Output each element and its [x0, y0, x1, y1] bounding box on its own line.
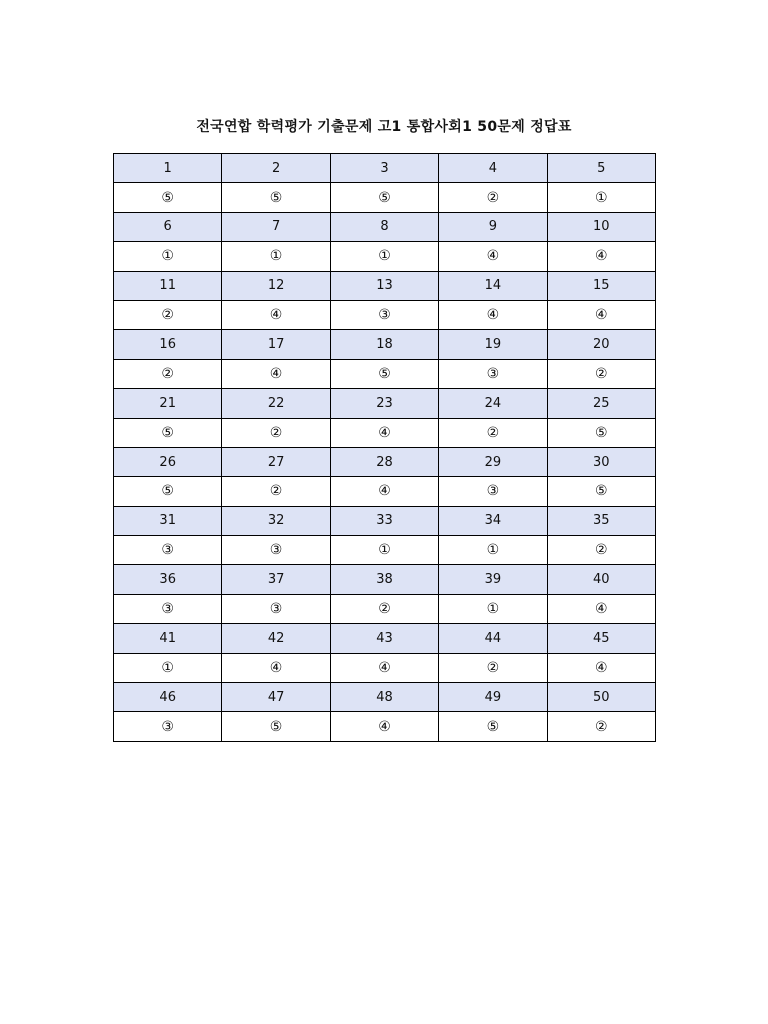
question-number-cell: 5	[547, 154, 655, 183]
answer-cell: ④	[222, 359, 330, 388]
question-number-cell: 13	[330, 271, 438, 300]
answer-cell: ③	[114, 594, 222, 623]
question-number-cell: 25	[547, 389, 655, 418]
answer-cell: ②	[547, 712, 655, 741]
answer-cell: ④	[222, 300, 330, 329]
answer-cell: ②	[439, 418, 547, 447]
question-number-cell: 42	[222, 624, 330, 653]
answer-cell: ③	[222, 594, 330, 623]
answer-cell: ④	[547, 653, 655, 682]
question-number-cell: 30	[547, 447, 655, 476]
question-number-cell: 23	[330, 389, 438, 418]
answer-cell: ②	[547, 359, 655, 388]
question-number-row	[114, 624, 656, 653]
answer-cell: ①	[439, 536, 547, 565]
answer-row	[114, 359, 656, 388]
answer-row	[114, 242, 656, 271]
answer-cell: ⑤	[547, 477, 655, 506]
answer-row	[114, 183, 656, 212]
answer-cell: ⑤	[439, 712, 547, 741]
question-number-cell: 26	[114, 447, 222, 476]
question-number-cell: 41	[114, 624, 222, 653]
question-number-row	[114, 271, 656, 300]
question-number-cell: 17	[222, 330, 330, 359]
answer-row	[114, 653, 656, 682]
question-number-row	[114, 154, 656, 183]
answer-cell: ②	[114, 359, 222, 388]
question-number-cell: 9	[439, 212, 547, 241]
answer-row	[114, 418, 656, 447]
question-number-row	[114, 330, 656, 359]
question-number-cell: 27	[222, 447, 330, 476]
question-number-cell: 39	[439, 565, 547, 594]
question-number-cell: 47	[222, 683, 330, 712]
answer-cell: ⑤	[330, 183, 438, 212]
answer-cell: ①	[547, 183, 655, 212]
question-number-cell: 7	[222, 212, 330, 241]
answer-cell: ②	[330, 594, 438, 623]
answer-cell: ③	[330, 300, 438, 329]
answer-cell: ④	[330, 418, 438, 447]
question-number-row	[114, 447, 656, 476]
question-number-cell: 12	[222, 271, 330, 300]
answer-cell: ②	[114, 300, 222, 329]
question-number-cell: 16	[114, 330, 222, 359]
question-number-row	[114, 389, 656, 418]
answer-row	[114, 536, 656, 565]
answer-cell: ③	[439, 359, 547, 388]
question-number-cell: 33	[330, 506, 438, 535]
question-number-row	[114, 212, 656, 241]
question-number-cell: 34	[439, 506, 547, 535]
answer-cell: ④	[439, 300, 547, 329]
answer-cell: ④	[330, 477, 438, 506]
answer-key-body	[114, 154, 656, 742]
question-number-cell: 15	[547, 271, 655, 300]
question-number-cell: 38	[330, 565, 438, 594]
question-number-cell: 29	[439, 447, 547, 476]
question-number-cell: 18	[330, 330, 438, 359]
question-number-cell: 21	[114, 389, 222, 418]
question-number-cell: 46	[114, 683, 222, 712]
answer-cell: ①	[114, 653, 222, 682]
question-number-cell: 44	[439, 624, 547, 653]
question-number-row	[114, 506, 656, 535]
question-number-cell: 50	[547, 683, 655, 712]
page-title: 전국연합 학력평가 기출문제 고1 통합사회1 50문제 정답표	[196, 119, 572, 135]
question-number-cell: 48	[330, 683, 438, 712]
answer-cell: ⑤	[547, 418, 655, 447]
question-number-cell: 2	[222, 154, 330, 183]
answer-cell: ③	[222, 536, 330, 565]
question-number-cell: 19	[439, 330, 547, 359]
answer-row	[114, 300, 656, 329]
question-number-cell: 6	[114, 212, 222, 241]
answer-cell: ①	[330, 242, 438, 271]
question-number-cell: 32	[222, 506, 330, 535]
question-number-cell: 36	[114, 565, 222, 594]
answer-cell: ②	[439, 653, 547, 682]
answer-cell: ④	[330, 653, 438, 682]
answer-cell: ④	[439, 242, 547, 271]
question-number-cell: 43	[330, 624, 438, 653]
question-number-cell: 24	[439, 389, 547, 418]
answer-cell: ④	[547, 242, 655, 271]
question-number-row	[114, 565, 656, 594]
question-number-cell: 11	[114, 271, 222, 300]
answer-row	[114, 477, 656, 506]
question-number-cell: 35	[547, 506, 655, 535]
answer-cell: ③	[114, 712, 222, 741]
answer-row	[114, 712, 656, 741]
question-number-cell: 14	[439, 271, 547, 300]
answer-cell: ⑤	[114, 477, 222, 506]
answer-key-table	[113, 153, 656, 742]
question-number-cell: 22	[222, 389, 330, 418]
answer-cell: ③	[439, 477, 547, 506]
answer-cell: ⑤	[222, 712, 330, 741]
answer-cell: ④	[330, 712, 438, 741]
question-number-cell: 1	[114, 154, 222, 183]
answer-cell: ⑤	[330, 359, 438, 388]
answer-cell: ②	[222, 477, 330, 506]
answer-cell: ②	[439, 183, 547, 212]
question-number-cell: 20	[547, 330, 655, 359]
question-number-row	[114, 683, 656, 712]
answer-cell: ①	[114, 242, 222, 271]
question-number-cell: 28	[330, 447, 438, 476]
question-number-cell: 31	[114, 506, 222, 535]
answer-cell: ④	[547, 594, 655, 623]
answer-cell: ④	[547, 300, 655, 329]
answer-cell: ①	[330, 536, 438, 565]
answer-cell: ②	[547, 536, 655, 565]
question-number-cell: 3	[330, 154, 438, 183]
question-number-cell: 10	[547, 212, 655, 241]
answer-cell: ⑤	[114, 183, 222, 212]
question-number-cell: 49	[439, 683, 547, 712]
question-number-cell: 37	[222, 565, 330, 594]
answer-cell: ⑤	[222, 183, 330, 212]
answer-row	[114, 594, 656, 623]
answer-cell: ②	[222, 418, 330, 447]
question-number-cell: 45	[547, 624, 655, 653]
question-number-cell: 8	[330, 212, 438, 241]
answer-cell: ③	[114, 536, 222, 565]
question-number-cell: 40	[547, 565, 655, 594]
answer-cell: ⑤	[114, 418, 222, 447]
question-number-cell: 4	[439, 154, 547, 183]
answer-cell: ①	[222, 242, 330, 271]
answer-cell: ④	[222, 653, 330, 682]
answer-cell: ①	[439, 594, 547, 623]
